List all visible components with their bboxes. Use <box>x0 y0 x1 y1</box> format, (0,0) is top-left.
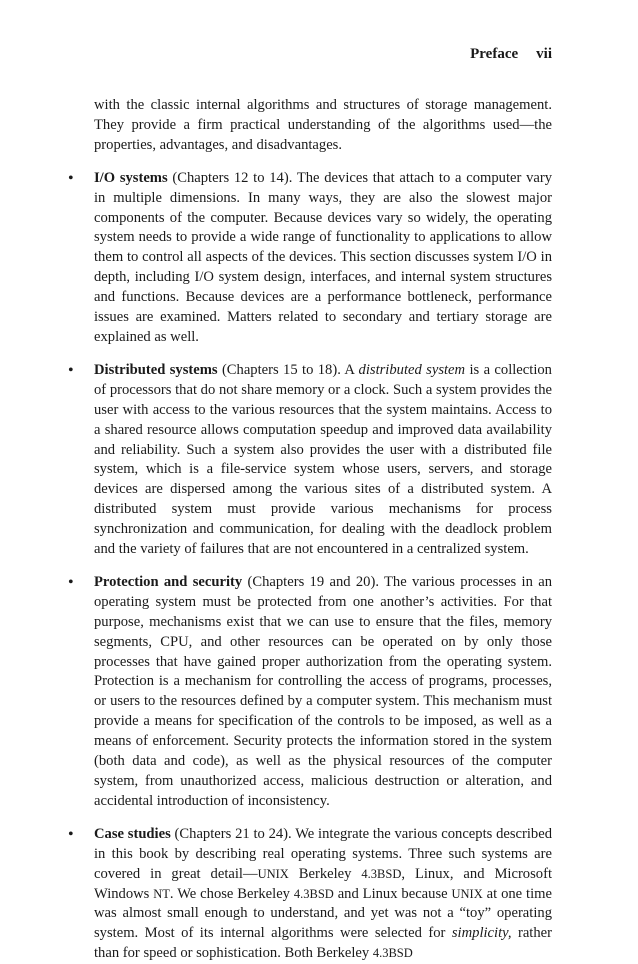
bullet-italic-term: simplicity, <box>451 925 512 942</box>
running-header <box>0 46 552 63</box>
bullet-text: (Chapters 19 and 20). The various processes in an operating system must be protected from one another’s activities. For that purpose, mechanisms exist that we can use to ensure that the files, memory segments, CPU, and other resources can be operated on by only those processes that have gained proper authorization from the operating system. Protection is a mechanism for controlling the access of programs, processes, or users to the resources defined by a computer system. This mechanism must provide a means for specification of the controls to be imposed, as well as a means of enforcement. Security protects the information stored in the system (both data and code), as well as the physical resources of the computer system, from unauthorized access, malicious destruction or alteration, and accidental introduction of inconsistency. <box>94 573 552 809</box>
bullet-marker: • <box>68 573 74 591</box>
bullet-case-studies <box>68 825 553 964</box>
bullet-term: Protection and security <box>94 573 243 590</box>
bullet-text: Berkeley <box>288 865 362 882</box>
small-caps-unix: UNIX <box>451 886 483 901</box>
small-caps-nt: NT <box>153 886 170 901</box>
bullet-term: I/O systems <box>94 169 168 186</box>
bullet-text: (Chapters 15 to 18). A <box>217 361 359 378</box>
bullet-marker: • <box>68 825 74 843</box>
small-caps-bsd: 4.3BSD <box>361 866 402 881</box>
bullet-term: Distributed systems <box>94 361 218 378</box>
bullet-text: rather than for speed or sophistication. Both Berkeley <box>94 925 552 962</box>
bullet-text: , Linux, and Microsoft Windows <box>94 865 552 902</box>
bullet-text: at one time was almost small enough to understand, and yet was not a “toy” operating system. Most of its internal algorithms were selected for <box>94 885 552 942</box>
header-title: Preface <box>470 46 519 62</box>
bullet-text: . We chose Berkeley <box>169 885 294 902</box>
page-body <box>68 96 553 964</box>
page-number: vii <box>536 46 552 62</box>
bullet-marker: • <box>68 361 74 379</box>
bullet-text: and Linux because <box>333 885 452 902</box>
bullet-text: (Chapters 12 to 14). The devices that attach to a computer vary in multiple dimensions. In many ways, they are also the slowest major components of the computer. Because devices vary so widely, the operating system needs to provide a wide range of functionality to applications to allow them to control all aspects of the devices. This section discusses system I/O in depth, including I/O system design, interfaces, and internal system structures and functions. Because devices are a performance bottleneck, performance issues are examined. Matters related to secondary and tertiary storage are explained as well. <box>94 169 552 345</box>
bullet-text: is a collection of processors that do not share memory or a clock. Such a system provides the user with access to the various resources that the system maintains. Access to a shared resource allows computation speedup and improved data availability and reliability. Such a system also provides the user with a distributed file system, which is a file-service system whose users, servers, and storage devices are dispersed among the various sites of a distributed system. A distributed system must provide various mechanisms for process synchronization and communication, for dealing with the deadlock problem and the variety of failures that are not encountered in a centralized system. <box>94 361 552 558</box>
bullet-distributed-systems <box>68 361 552 560</box>
small-caps-bsd: 4.3BSD <box>293 886 334 901</box>
bullet-text: (Chapters 21 to 24). We integrate the various concepts described in this book by describing real operating systems. Three such systems are covered in great detail— <box>94 825 553 882</box>
bullet-italic-term: distributed system <box>358 361 466 378</box>
intro-paragraph: with the classic internal algorithms and structures of storage management. They provide a firm practical understanding of the algorithms used—the properties, advantages, and disadvantages. <box>94 97 552 153</box>
bullet-term: Case studies <box>94 825 171 842</box>
bullet-marker: • <box>68 169 74 187</box>
bullet-io-systems <box>68 169 552 348</box>
bullet-protection-security <box>68 573 552 812</box>
small-caps-unix: UNIX <box>257 866 289 881</box>
small-caps-bsd: 4.3BSD <box>372 946 413 961</box>
